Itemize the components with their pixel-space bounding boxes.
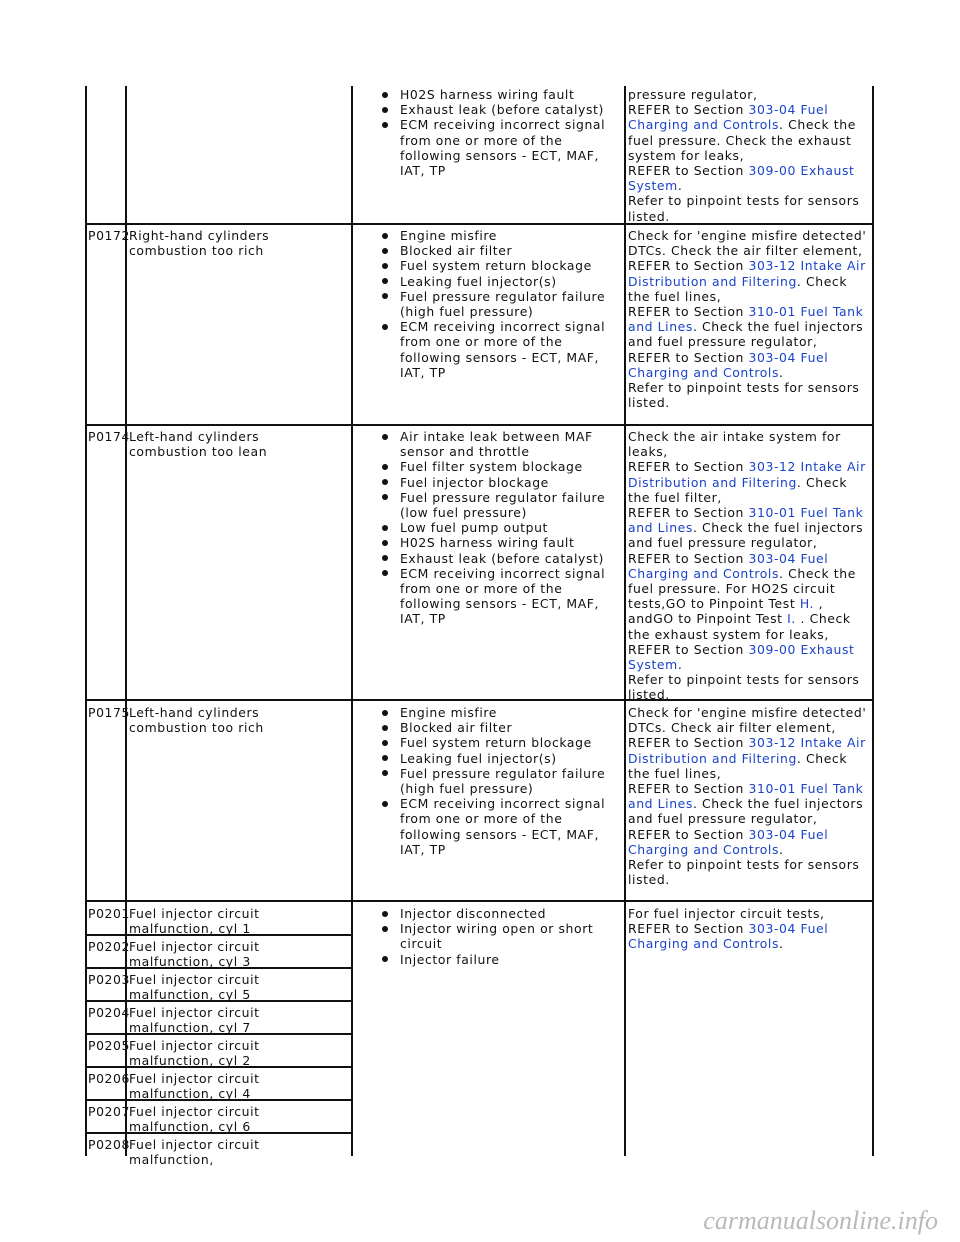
dtc-code: P0201: [88, 906, 131, 921]
cause-item: Blocked air filter: [374, 243, 624, 258]
section-link[interactable]: 303-04 Fuel Charging and Controls: [628, 349, 829, 380]
action-text: For fuel injector circuit tests,: [628, 906, 825, 921]
action-text: Check the air intake system for leaks,: [628, 429, 841, 460]
cause-item: Engine misfire: [374, 228, 624, 243]
dtc-description: Fuel injector circuit malfunction, cyl 4: [129, 1071, 260, 1102]
section-link[interactable]: 303-04 Fuel Charging and Controls: [628, 550, 829, 581]
action-text: Refer to pinpoint tests for sensors listed.: [628, 380, 860, 411]
section-link[interactable]: 303-04 Fuel Charging and Controls: [628, 921, 829, 952]
dtc-code: P0204: [88, 1005, 131, 1020]
action-text: Refer to pinpoint tests for sensors listed.: [628, 857, 860, 888]
section-link[interactable]: 303-12 Intake Air Distribution and Filtering: [628, 735, 866, 766]
dtc-description: Fuel injector circuit malfunction, cyl 6: [129, 1104, 260, 1135]
action-text: REFER to Section: [628, 505, 749, 521]
action-text: REFER to Section: [628, 102, 749, 118]
section-link[interactable]: 303-04 Fuel Charging and Controls: [628, 102, 829, 133]
possible-causes-list: [374, 429, 624, 627]
action-text: REFER to Section: [628, 163, 749, 179]
pinpoint-test-link[interactable]: I.: [787, 611, 796, 627]
action-text: REFER to Section: [628, 781, 749, 797]
action-text: REFER to Section: [628, 459, 749, 475]
action-text: . Check the fuel lines,: [628, 750, 848, 781]
cause-item: Low fuel pump output: [374, 520, 624, 535]
action-text: . Check the fuel injectors and fuel pressure regulator,: [628, 319, 864, 350]
section-link[interactable]: 310-01 Fuel Tank and Lines: [628, 505, 864, 536]
cause-item: Exhaust leak (before catalyst): [374, 102, 624, 117]
action-text: . Check the fuel filter,: [628, 474, 848, 505]
section-link[interactable]: 303-12 Intake Air Distribution and Filtering: [628, 258, 866, 289]
dtc-code: P0174: [88, 429, 131, 444]
possible-causes-list: [374, 87, 624, 178]
section-link[interactable]: 303-12 Intake Air Distribution and Filtering: [628, 459, 866, 490]
cause-item: Fuel system return blockage: [374, 735, 624, 750]
cause-item: Leaking fuel injector(s): [374, 274, 624, 289]
action-cell: [628, 228, 872, 410]
cause-item: Fuel filter system blockage: [374, 459, 624, 474]
dtc-code: P0208: [88, 1137, 131, 1152]
cause-item: Engine misfire: [374, 705, 624, 720]
table-border-right: [872, 86, 874, 1156]
action-text: pressure regulator,: [628, 87, 758, 102]
action-text: . Check the fuel injectors and fuel pressure regulator,: [628, 796, 864, 827]
column-divider-code: [125, 86, 127, 1156]
section-link[interactable]: 303-04 Fuel Charging and Controls: [628, 826, 829, 857]
pinpoint-test-link[interactable]: H.: [799, 596, 815, 612]
action-cell: [628, 429, 872, 703]
dtc-code: P0175: [88, 705, 131, 720]
dtc-description: Fuel injector circuit malfunction, cyl 1: [129, 906, 260, 937]
cause-item: Injector wiring open or short circuit: [374, 921, 624, 951]
cause-item: Exhaust leak (before catalyst): [374, 551, 624, 566]
cause-item: Blocked air filter: [374, 720, 624, 735]
action-text: Refer to pinpoint tests for sensors listed.: [628, 672, 860, 703]
dtc-description: Fuel injector circuit malfunction, cyl 2: [129, 1038, 260, 1069]
action-text: Check for 'engine misfire detected' DTCs. Check the air filter element,: [628, 228, 867, 259]
dtc-description: Fuel injector circuit malfunction,: [129, 1137, 260, 1168]
dtc-code: P0203: [88, 972, 131, 987]
action-text: . Check the exhaust system for leaks,: [628, 611, 851, 642]
action-text: . Check the fuel pressure. Check the exhaust system for leaks,: [628, 117, 856, 163]
action-text: REFER to Section: [628, 735, 749, 751]
action-cell: [628, 87, 872, 224]
action-text: .: [677, 178, 683, 194]
dtc-description: Fuel injector circuit malfunction, cyl 3: [129, 939, 260, 970]
dtc-code: P0202: [88, 939, 131, 954]
action-text: , andGO to Pinpoint Test: [628, 596, 824, 627]
cause-item: Fuel pressure regulator failure (high fuel pressure): [374, 766, 624, 796]
cause-item: Fuel system return blockage: [374, 258, 624, 273]
dtc-description: Left-hand cylinders combustion too lean: [129, 429, 268, 460]
action-text: . Check the fuel injectors and fuel pressure regulator,: [628, 520, 864, 551]
action-text: . Check the fuel pressure. For HO2S circuit tests,GO to Pinpoint Test: [628, 565, 856, 612]
cause-item: Fuel pressure regulator failure (high fuel pressure): [374, 289, 624, 319]
action-text: .: [677, 657, 683, 673]
dtc-code: P0205: [88, 1038, 131, 1053]
action-text: REFER to Section: [628, 641, 749, 657]
section-link[interactable]: 309-00 Exhaust System: [628, 163, 855, 194]
section-link[interactable]: 310-01 Fuel Tank and Lines: [628, 304, 864, 335]
cause-item: Air intake leak between MAF sensor and throttle: [374, 429, 624, 459]
section-link[interactable]: 310-01 Fuel Tank and Lines: [628, 781, 864, 812]
dtc-code: P0206: [88, 1071, 131, 1086]
cause-item: H02S harness wiring fault: [374, 87, 624, 102]
site-watermark: carmanualsonline.info: [703, 1206, 938, 1235]
cause-item: Leaking fuel injector(s): [374, 751, 624, 766]
action-text: REFER to Section: [628, 826, 749, 842]
section-link[interactable]: 309-00 Exhaust System: [628, 641, 855, 673]
action-cell: [628, 705, 872, 887]
action-text: REFER to Section: [628, 550, 749, 566]
dtc-code: P0207: [88, 1104, 131, 1119]
table-border-left: [85, 86, 87, 1156]
action-text: . Check the fuel lines,: [628, 273, 848, 304]
possible-causes-list: [374, 705, 624, 857]
possible-causes-list: [374, 228, 624, 380]
row-separator: [86, 424, 874, 426]
action-text: Refer to pinpoint tests for sensors listed.: [628, 193, 860, 224]
action-cell: [628, 906, 872, 952]
cause-item: Injector failure: [374, 952, 624, 967]
row-separator: [86, 900, 874, 902]
dtc-description: Right-hand cylinders combustion too rich: [129, 228, 270, 259]
cause-item: ECM receiving incorrect signal from one or more of the following sensors - ECT, MAF, IAT, TP: [374, 319, 624, 380]
action-text: REFER to Section: [628, 349, 749, 365]
action-text: REFER to Section: [628, 921, 749, 937]
cause-item: Fuel pressure regulator failure (low fuel pressure): [374, 490, 624, 520]
action-text: .: [779, 364, 784, 380]
column-divider-description: [351, 86, 353, 1156]
dtc-description: Left-hand cylinders combustion too rich: [129, 705, 264, 736]
action-text: REFER to Section: [628, 258, 749, 274]
action-text: Check for 'engine misfire detected' DTCs. Check air filter element,: [628, 705, 867, 736]
cause-item: Injector disconnected: [374, 906, 624, 921]
column-divider-causes: [624, 86, 626, 1156]
possible-causes-list: [374, 906, 624, 967]
cause-item: ECM receiving incorrect signal from one or more of the following sensors - ECT, MAF, IAT, TP: [374, 566, 624, 627]
cause-item: ECM receiving incorrect signal from one or more of the following sensors - ECT, MAF, IAT, TP: [374, 117, 624, 178]
cause-item: ECM receiving incorrect signal from one or more of the following sensors - ECT, MAF, IAT, TP: [374, 796, 624, 857]
action-text: .: [779, 841, 784, 857]
action-text: REFER to Section: [628, 304, 749, 320]
dtc-description: Fuel injector circuit malfunction, cyl 5: [129, 972, 260, 1003]
action-text: .: [779, 936, 784, 952]
cause-item: Fuel injector blockage: [374, 475, 624, 490]
dtc-code: P0172: [88, 228, 131, 243]
dtc-description: Fuel injector circuit malfunction, cyl 7: [129, 1005, 260, 1036]
cause-item: H02S harness wiring fault: [374, 535, 624, 550]
